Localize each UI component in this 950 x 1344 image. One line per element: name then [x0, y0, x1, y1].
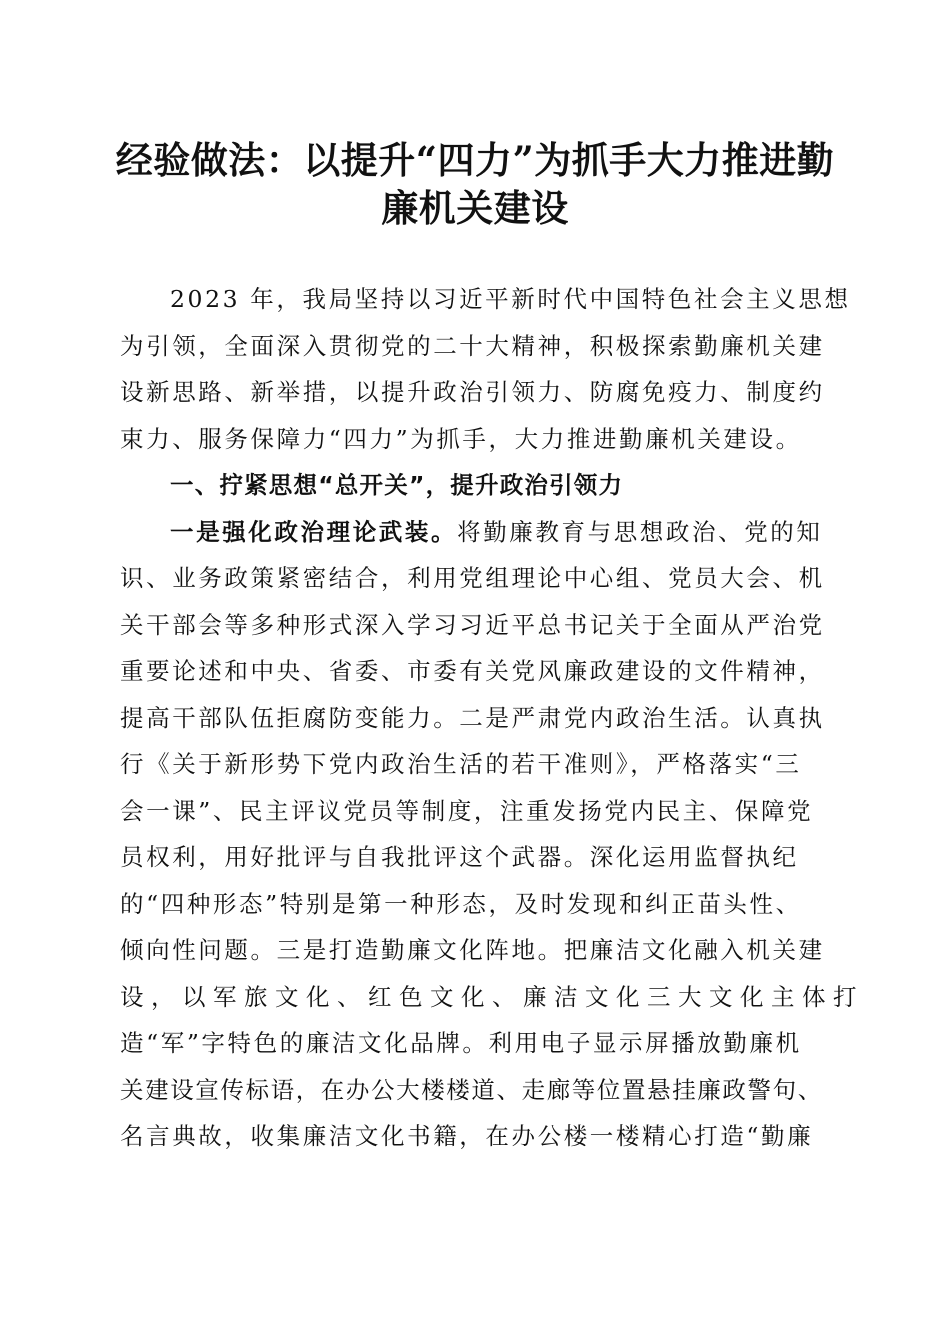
paragraph-line: 名言典故，收集廉洁文化书籍，在办公楼一楼精心打造“勤廉 — [120, 1122, 814, 1150]
document-body — [120, 276, 864, 1160]
paragraph-line: 会一课”、民主评议党员等制度，注重发扬党内民主、保障党 — [120, 796, 814, 825]
section-heading-1: 一、拧紧思想“总开关”，提升政治引领力 — [170, 471, 624, 499]
paragraph-line: 关干部会等多种形式深入学习习近平总书记关于全面从严治党 — [120, 610, 825, 639]
paragraph-line — [120, 509, 830, 556]
paragraph-line: 关建设宣传标语，在办公大楼楼道、走廊等位置悬挂廉政警句、 — [120, 1075, 823, 1104]
document-title — [110, 136, 840, 232]
paragraph-line: 设，以军旅文化、红色文化、廉洁文化三大文化主体打 — [120, 982, 864, 1011]
paragraph-line: 识、业务政策紧密结合，利用党组理论中心组、党员大会、机 — [120, 564, 825, 592]
paragraph-intro-line: 束力、服务保障力“四力”为抓手，大力推进勤廉机关建设。 — [120, 424, 802, 453]
paragraph-line-rest: 将勤廉教育与思想政治、党的知 — [457, 517, 823, 546]
paragraph-line: 重要论述和中央、省委、市委有关党风廉政建设的文件精神， — [120, 657, 825, 685]
paragraph-line: 的“四种形态”特别是第一种形态，及时发现和纠正苗头性、 — [120, 889, 802, 918]
paragraph-line: 员权利，用好批评与自我批评这个武器。深化运用监督执纪 — [120, 843, 799, 871]
title-line-1: 经验做法：以提升“四力”为抓手大力推进勤 — [115, 138, 835, 182]
paragraph-line: 行《关于新形势下党内政治生活的若干准则》，严格落实“三 — [120, 750, 802, 778]
paragraph-line: 提高干部队伍拒腐防变能力。二是严肃党内政治生活。认真执 — [120, 703, 825, 732]
paragraph-intro-line: 2023 年，我局坚持以习近平新时代中国特色社会主义思想 — [170, 285, 851, 313]
lead-phrase: 一是强化政治理论武装。 — [170, 517, 458, 546]
paragraph-line: 倾向性问题。三是打造勤廉文化阵地。把廉洁文化融入机关建 — [120, 936, 825, 964]
title-line-2: 廉机关建设 — [381, 186, 569, 230]
paragraph-intro-line: 为引领，全面深入贯彻党的二十大精神，积极探索勤廉机关建 — [120, 331, 825, 360]
paragraph-line: 造“军”字特色的廉洁文化品牌。利用电子显示屏播放勤廉机 — [120, 1029, 802, 1057]
paragraph-intro-line: 设新思路、新举措，以提升政治引领力、防腐免疫力、制度约 — [120, 378, 825, 406]
